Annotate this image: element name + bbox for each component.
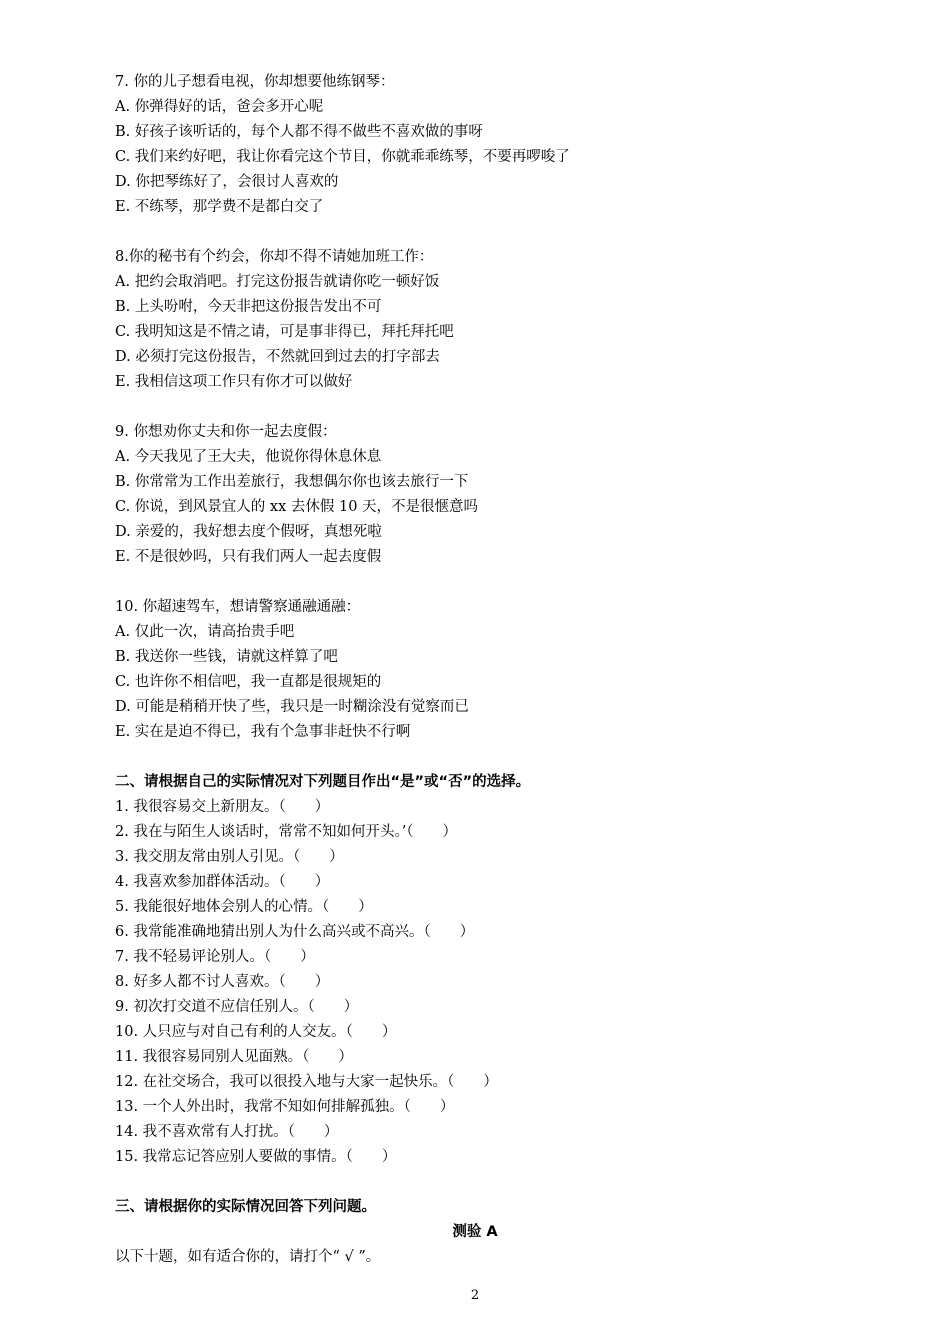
list-item: 9. 初次打交道不应信任别人。（ ） <box>115 999 359 1015</box>
list-item: 13. 一个人外出时，我常不知如何排解孤独。（ ） <box>115 1099 455 1115</box>
option-c: C. 也许你不相信吧，我一直都是很规矩的 <box>115 674 382 690</box>
list-item: 10. 人只应与对自己有利的人交友。（ ） <box>115 1024 397 1040</box>
list-item: 5. 我能很好地体会别人的心情。（ ） <box>115 899 373 915</box>
option-e: E. 不是很妙吗，只有我们两人一起去度假 <box>115 549 382 565</box>
option-d: D. 亲爱的，我好想去度个假呀，真想死啦 <box>115 524 382 540</box>
option-d: D. 你把琴练好了，会很讨人喜欢的 <box>115 174 339 190</box>
option-e: E. 实在是迫不得已，我有个急事非赶快不行啊 <box>115 724 411 740</box>
list-item: 2. 我在与陌生人谈话时，常常不知如何开头。’（ ） <box>115 824 458 840</box>
list-item: 12. 在社交场合，我可以很投入地与大家一起快乐。（ ） <box>115 1074 498 1090</box>
question-10 <box>115 595 835 745</box>
option-b: B. 好孩子该听话的，每个人都不得不做些不喜欢做的事呀 <box>115 124 483 140</box>
option-c: C. 我明知这是不情之请，可是事非得已，拜托拜托吧 <box>115 324 454 340</box>
option-b: B. 你常常为工作出差旅行，我想偶尔你也该去旅行一下 <box>115 474 469 490</box>
list-item: 1. 我很容易交上新朋友。（ ） <box>115 799 330 815</box>
list-item: 3. 我交朋友常由别人引见。（ ） <box>115 849 344 865</box>
question-prompt: 7. 你的儿子想看电视，你却想要他练钢琴： <box>115 74 395 90</box>
question-9 <box>115 420 835 570</box>
question-7 <box>115 70 835 220</box>
option-b: B. 上头吩咐，今天非把这份报告发出不可 <box>115 299 382 315</box>
section-three-title: 三、请根据你的实际情况回答下列问题。 <box>115 1199 376 1215</box>
question-prompt: 9. 你想劝你丈夫和你一起去度假： <box>115 424 337 440</box>
option-c: C. 我们来约好吧，我让你看完这个节目，你就乖乖练琴，不要再啰唆了 <box>115 149 570 165</box>
test-a-heading: 测验 A <box>452 1224 498 1240</box>
document-page <box>115 70 835 1270</box>
option-e: E. 我相信这项工作只有你才可以做好 <box>115 374 353 390</box>
section-two <box>115 770 835 1170</box>
list-item: 11. 我很容易同别人见面熟。（ ） <box>115 1049 353 1065</box>
instruction-text: 以下十题，如有适合你的，请打个“ √ ”。 <box>115 1249 381 1265</box>
option-a: A. 今天我见了王大夫，他说你得休息休息 <box>115 449 382 465</box>
page-number: 2 <box>470 1288 480 1303</box>
list-item: 14. 我不喜欢常有人打扰。（ ） <box>115 1124 339 1140</box>
list-item: 7. 我不轻易评论别人。（ ） <box>115 949 315 965</box>
question-prompt: 8.你的秘书有个约会，你却不得不请她加班工作： <box>115 249 434 265</box>
option-a: A. 你弹得好的话，爸会多开心呢 <box>115 99 324 115</box>
option-a: A. 把约会取消吧。打完这份报告就请你吃一顿好饭 <box>115 274 440 290</box>
list-item: 15. 我常忘记答应别人要做的事情。（ ） <box>115 1149 397 1165</box>
question-prompt: 10. 你超速驾车，想请警察通融通融： <box>115 599 361 615</box>
option-d: D. 必须打完这份报告，不然就回到过去的打字部去 <box>115 349 440 365</box>
option-b: B. 我送你一些钱，请就这样算了吧 <box>115 649 338 665</box>
list-item: 4. 我喜欢参加群体活动。（ ） <box>115 874 330 890</box>
option-a: A. 仅此一次，请高抬贵手吧 <box>115 624 295 640</box>
list-item: 8. 好多人都不讨人喜欢。（ ） <box>115 974 330 990</box>
section-three <box>115 1195 835 1270</box>
option-c: C. 你说，到风景宜人的 xx 去休假 10 天，不是很惬意吗 <box>115 499 479 515</box>
section-two-title: 二、请根据自己的实际情况对下列题目作出“是”或“否”的选择。 <box>115 774 531 790</box>
option-d: D. 可能是稍稍开快了些，我只是一时糊涂没有觉察而已 <box>115 699 469 715</box>
option-e: E. 不练琴，那学费不是都白交了 <box>115 199 324 215</box>
question-8 <box>115 245 835 395</box>
list-item: 6. 我常能准确地猜出别人为什么高兴或不高兴。（ ） <box>115 924 475 940</box>
